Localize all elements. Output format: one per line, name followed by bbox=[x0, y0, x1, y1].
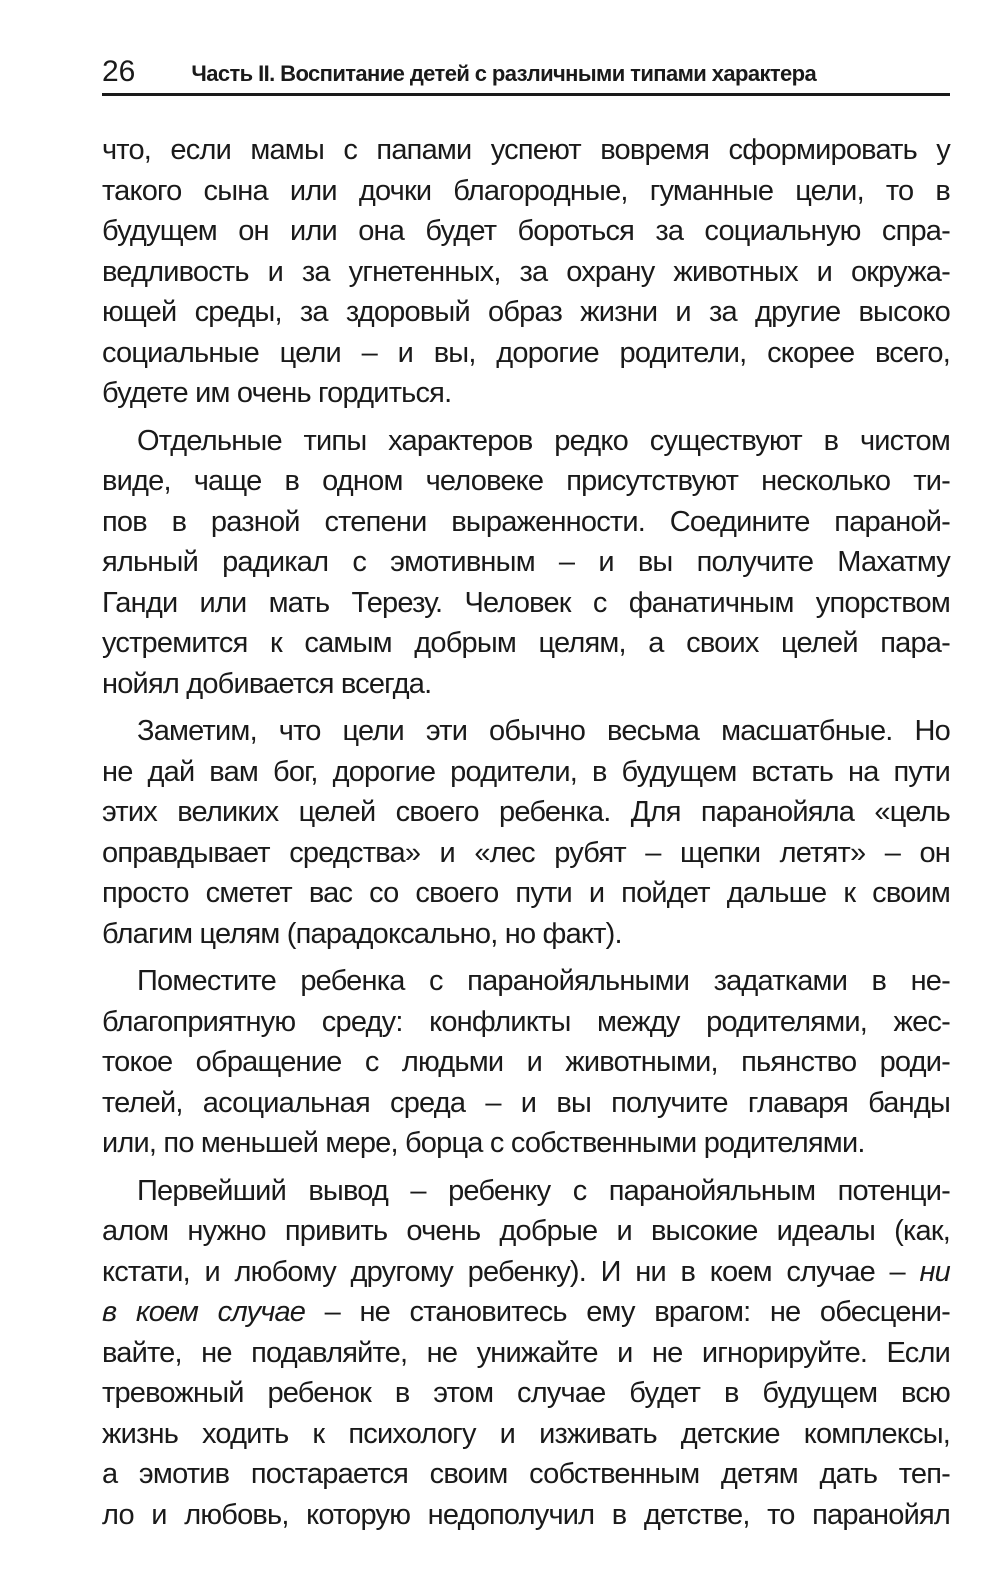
text-line: что, если мамы с папами успеют вовремя сформировать у bbox=[102, 134, 950, 166]
paragraph-4 bbox=[102, 961, 950, 1164]
text-line: устремится к самым добрым целям, а своих целей пара- bbox=[102, 627, 950, 659]
text-line: Поместите ребенка с паранойяльными задатками в не- bbox=[137, 965, 950, 997]
text-line: пов в разной степени выраженности. Соедините параной- bbox=[102, 505, 950, 538]
text-line: этих великих целей своего ребенка. Для паранойяла «цель bbox=[102, 796, 950, 828]
text-line: социальные цели – и вы, дорогие родители, скорее всего, bbox=[102, 336, 950, 369]
text-line: благоприятную среду: конфликты между родителями, жес- bbox=[102, 1005, 950, 1038]
text-line: а эмотив постарается своим собственным детям дать теп- bbox=[102, 1458, 950, 1490]
text-line: не дай вам бог, дорогие родители, в будущем встать на пути bbox=[102, 755, 950, 788]
text-line: будете им очень гордиться. bbox=[102, 377, 452, 409]
italic-fragment: ни bbox=[919, 1255, 950, 1288]
italic-fragment: в коем случае bbox=[102, 1296, 306, 1328]
text-line: телей, асоциальная среда – и вы получите главаря банды bbox=[102, 1086, 950, 1119]
text-fragment: – не становитесь ему врагом: не обесцени- bbox=[305, 1296, 951, 1328]
text-line: ющей среды, за здоровый образ жизни и за другие высоко bbox=[102, 296, 950, 328]
text-line bbox=[102, 1252, 950, 1293]
text-line: ло и любовь, которую недополучил в детстве, то паранойял bbox=[102, 1498, 950, 1531]
running-title: Часть II. Воспитание детей с различными типами характера bbox=[191, 61, 817, 86]
text-line: виде, чаще в одном человеке присутствуют несколько ти- bbox=[102, 465, 950, 497]
text-line: нойял добивается всегда. bbox=[102, 667, 432, 700]
text-line: оправдывает средства» и «лес рубят – щепки летят» – он bbox=[102, 836, 950, 869]
paragraph-1 bbox=[102, 130, 950, 414]
body-text bbox=[102, 130, 950, 1542]
text-line: яльный радикал с эмотивным – и вы получите Махатму bbox=[102, 546, 950, 578]
text-line: вайте, не подавляйте, не унижайте и не игнорируйте. Если bbox=[102, 1336, 950, 1369]
text-line: будущем он или она будет бороться за социальную спра- bbox=[102, 215, 950, 247]
text-line: Отдельные типы характеров редко существуют в чистом bbox=[137, 424, 950, 457]
text-line bbox=[102, 1292, 950, 1333]
paragraph-3 bbox=[102, 711, 950, 954]
paragraph-5 bbox=[102, 1171, 950, 1536]
text-line: жизнь ходить к психологу и изживать детские комплексы, bbox=[102, 1417, 950, 1450]
text-line: ведливость и за угнетенных, за охрану животных и окружа- bbox=[102, 255, 950, 288]
page-number: 26 bbox=[102, 55, 136, 88]
page-header bbox=[102, 52, 950, 96]
text-line: такого сына или дочки благородные, гуманные цели, то в bbox=[102, 174, 950, 207]
text-line: благим целям (парадоксально, но факт). bbox=[102, 917, 622, 950]
text-line: Заметим, что цели эти обычно весьма масшатбные. Но bbox=[137, 715, 950, 747]
text-line: или, по меньшей мере, борца с собственными родителями. bbox=[102, 1127, 865, 1159]
text-line: просто сметет вас со своего пути и пойдет дальше к своим bbox=[102, 877, 950, 909]
text-line: Ганди или мать Терезу. Человек с фанатичным упорством bbox=[102, 586, 950, 619]
text-line: алом нужно привить очень добрые и высокие идеалы (как, bbox=[102, 1215, 950, 1247]
text-line: токое обращение с людьми и животными, пьянство роди- bbox=[102, 1046, 950, 1078]
text-fragment: кстати, и любому другому ребенку). И ни в коем случае – bbox=[102, 1255, 905, 1288]
text-line: тревожный ребенок в этом случае будет в будущем всю bbox=[102, 1377, 950, 1409]
paragraph-2 bbox=[102, 421, 950, 705]
text-line: Первейший вывод – ребенку с паранойяльным потенци- bbox=[137, 1174, 950, 1207]
